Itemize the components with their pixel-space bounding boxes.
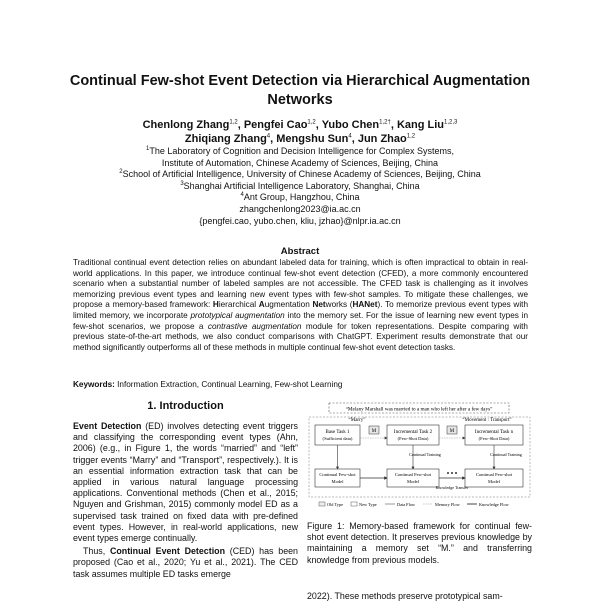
legend-old: Old Type [327,502,343,507]
abstract-text: Traditional continual event detection relies on abundant labeled data for training, which is often impractical to obtain in real-world applications. In this paper, we introduce continual few-shot event detection (CFED), a more commonly encountered scenario when a substantial number of labeled samples are not accessible. The CFED task is challenging as it involves memorizing previous event types and learning new event types with few-shot samples. To mitigate these challenges, we propose a memory-based framework: Hierarchical Augmentation Networks (HANet). To memorize previous event types with limited memory, we incorporate prototypical augmentation into the memory set. For the issue of learning new event types in few-shot scenarios, we propose a contrastive augmentation module for token representations. Despite comparing with previous state-of-the-art methods, we also conduct comparisons with ChatGPT. Experiment results demonstrate that our method significantly outperforms all of these methods in multiple continual few-shot event detection tasks. [73,258,529,352]
author: Jun Zhao$^{1,2}$ [357,133,416,145]
figure-1 [307,401,532,511]
svg-text:Continual Few-shot: Continual Few-shot [475,472,513,477]
movement-label: “Movement : Transport” [462,418,512,423]
task-box-2 [387,425,439,445]
training-label: Continual Training [409,452,441,457]
figure-caption: Figure 1: Memory-based framework for continual few-shot event detection. It preserves previous knowledge by maintaining a memory set “M.” and transferring knowledge from previous models. [307,521,532,565]
author: Pengfei Cao$^{1,2}$, [243,119,322,131]
author: Mengshu Sun$^4$, [276,133,358,145]
legend-new: New Type [359,502,377,507]
svg-text:M: M [371,429,377,434]
task-box-1 [315,425,360,445]
svg-text:Model: Model [331,479,344,484]
keywords: Keywords: Information Extraction, Continual Learning, Few-shot Learning [73,380,343,389]
svg-text:(Sufficient data): (Sufficient data) [322,436,353,441]
legend-knowledge: Knowledge Flow [479,502,509,507]
email: zhangchenlong2023@ia.ac.cn [239,203,361,214]
sentence-text: “Melany Marshall was married to a man who left her after a few days” [345,406,493,413]
section-heading: 1. Introduction [147,400,224,412]
svg-text:(Few-Shot Data): (Few-Shot Data) [397,436,429,441]
training-label: Continual Training [490,452,522,457]
email: {pengfei.cao, yubo.chen, kliu, jzhao}@nlpr.ia.ac.cn [199,215,401,226]
author: Yubo Chen$^{1,2\dagger}$, [321,119,397,131]
author: Zhiqiang Zhang$^4$, [184,133,277,145]
affiliations: $^1$The Laboratory of Cognition and Decision Intelligence for Complex Systems, Institute of Automation, Chinese Academy of Sciences, Beijing, China $^2$School of Artificial Intelligence, University of Chinese Academy of Sciences, Beijing, China $^3$Shanghai Artificial Intelligence Laboratory, Shanghai, China $^4$Ant Group, Hangzhou, China zhangchenlong2023@ia.ac.cn {pengfei.cao, yubo.chen, kliu, jzhao}@nlpr.ia.ac.cn [60,146,540,227]
legend-data: Data Flow [397,502,416,507]
paper-title: Continual Few-shot Event Detection via Hierarchical Augmentation Networks [69,73,531,108]
author-list [60,118,540,146]
marry-label: “Marry” [348,418,366,423]
right-column-text: 2022). These methods preserve prototypical sam- [307,591,503,601]
abstract-heading: Abstract [280,246,320,257]
svg-text:Continual Few-shot: Continual Few-shot [394,472,432,477]
author: Chenlong Zhang$^{1,2}$, [142,119,244,131]
svg-text:Model: Model [407,479,419,484]
task-box-n [465,425,523,445]
svg-text:Model: Model [488,479,500,484]
svg-text:(Few-Shot Data): (Few-Shot Data) [478,436,510,441]
svg-text:Incremental Task 2: Incremental Task 2 [393,430,433,435]
framework-diagram [307,401,532,511]
author: Kang Liu$^{1,2,3}$ [396,119,458,131]
svg-text:Base Task 1: Base Task 1 [325,430,350,435]
svg-text:Continual Few-shot: Continual Few-shot [319,472,356,477]
intro-text: Event Detection (ED) involves detecting event triggers and classifying the corresponding event types (Ahn, 2006) (e.g., in Figure 1, the words “married” and “left” trigger events “Marry” and “Transport”, respectively.). It is an essential information extraction task that can be applied in various natural language processing applications. Conventional methods (Chen et al., 2015; Nguyen and Grishman, 2015) commonly model ED as a supervised task trained on fixed data with pre-defined event types. However, in real-world applications, new event types emerge continually. Thus, Continual Event Detection (CED) has been proposed (Cao et al., 2020; Yu et al., 2021). The CED task assumes multiple ED tasks emerge [73,421,298,579]
svg-text:Incremental Task n: Incremental Task n [474,430,514,435]
svg-text:M: M [449,429,455,434]
knowledge-label: Knowledge Transfer [435,485,469,490]
legend-memory: Memory Flow [435,502,460,507]
